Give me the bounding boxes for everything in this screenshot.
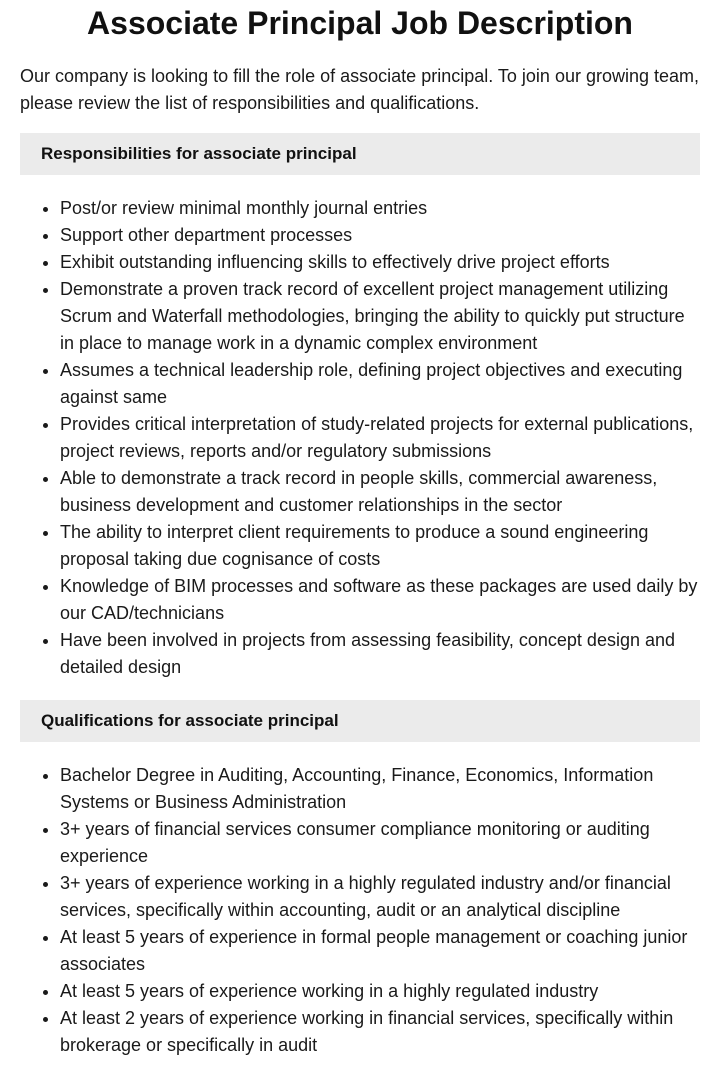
qualifications-list	[20, 762, 700, 1059]
list-item: • Post/or review minimal monthly journal entries	[60, 195, 700, 222]
list-item: • At least 5 years of experience in formal people management or coaching junior associates	[60, 924, 700, 978]
responsibilities-list	[20, 195, 700, 681]
list-item: • Have been involved in projects from assessing feasibility, concept design and detailed design	[60, 627, 700, 681]
list-item: • Bachelor Degree in Auditing, Accounting, Finance, Economics, Information Systems or Business Administration	[60, 762, 700, 816]
qualifications-section	[20, 700, 700, 1059]
list-item: • Knowledge of BIM processes and software as these packages are used daily by our CAD/technicians	[60, 573, 700, 627]
page-title: Associate Principal Job Description	[87, 5, 633, 41]
list-item: • 3+ years of financial services consumer compliance monitoring or auditing experience	[60, 816, 700, 870]
qualifications-heading: Qualifications for associate principal	[20, 700, 700, 742]
list-item: • Able to demonstrate a track record in people skills, commercial awareness, business development and customer relationships in the sector	[60, 465, 700, 519]
intro-paragraph: Our company is looking to fill the role of associate principal. To join our growing team, please review the list of responsibilities and qualifications.	[20, 66, 700, 113]
list-item: • Assumes a technical leadership role, defining project objectives and executing against same	[60, 357, 700, 411]
list-item: • Provides critical interpretation of study-related projects for external publications, project reviews, reports and/or regulatory submissions	[60, 411, 700, 465]
list-item: • The ability to interpret client requirements to produce a sound engineering proposal taking due cognisance of costs	[60, 519, 700, 573]
list-item: • Support other department processes	[60, 222, 700, 249]
list-item: • 3+ years of experience working in a highly regulated industry and/or financial services, specifically within accounting, audit or an analytical discipline	[60, 870, 700, 924]
responsibilities-section	[20, 133, 700, 681]
list-item: • At least 2 years of experience working in financial services, specifically within brokerage or specifically in audit	[60, 1005, 700, 1059]
responsibilities-heading: Responsibilities for associate principal	[20, 133, 700, 175]
list-item: • At least 5 years of experience working in a highly regulated industry	[60, 978, 700, 1005]
list-item: • Exhibit outstanding influencing skills to effectively drive project efforts	[60, 249, 700, 276]
list-item: • Demonstrate a proven track record of excellent project management utilizing Scrum and Waterfall methodologies, bringing the ability to quickly put structure in place to manage work in a dynamic complex environment	[60, 276, 700, 357]
